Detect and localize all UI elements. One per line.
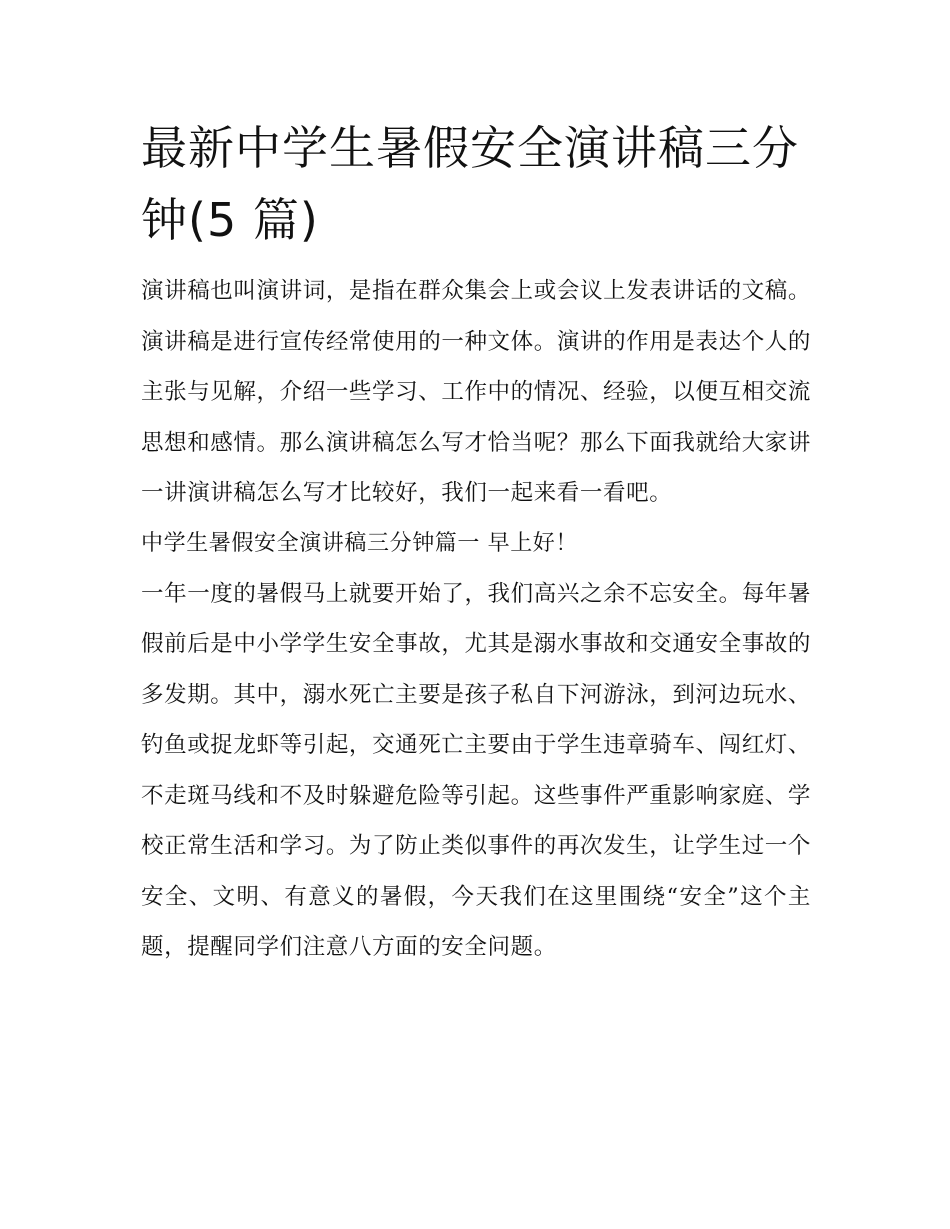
- section-heading: 中学生暑假安全演讲稿三分钟篇一 早上好！: [141, 530, 578, 556]
- body-paragraph: 一年一度的暑假马上就要开始了，我们高兴之余不忘安全。每年暑假前后是中小学学生安全事故，尤其是溺水事故和交通安全事故的多发期。其中，溺水死亡主要是孩子私自下河游泳，到河边玩水、钓鱼或捉龙虾等引起，交通死亡主要由于学生违章骑车、闯红灯、不走斑马线和不及时躲避危险等引起。这些事件严重影响家庭、学校正常生活和学习。为了防止类似事件的再次发生，让学生过一个安全、文明、有意义的暑假，今天我们在这里围绕“安全”这个主题，提醒同学们注意八方面的安全问题。: [141, 580, 811, 960]
- intro-paragraph: 演讲稿也叫演讲词，是指在群众集会上或会议上发表讲话的文稿。演讲稿是进行宣传经常使用的一种文体。演讲的作用是表达个人的主张与见解，介绍一些学习、工作中的情况、经验，以便互相交流思想和感情。那么演讲稿怎么写才恰当呢？那么下面我就给大家讲一讲演讲稿怎么写才比较好，我们一起来看一看吧。: [141, 278, 811, 506]
- document-content: [141, 112, 811, 973]
- document-title: 最新中学生暑假安全演讲稿三分钟(5 篇): [141, 121, 799, 247]
